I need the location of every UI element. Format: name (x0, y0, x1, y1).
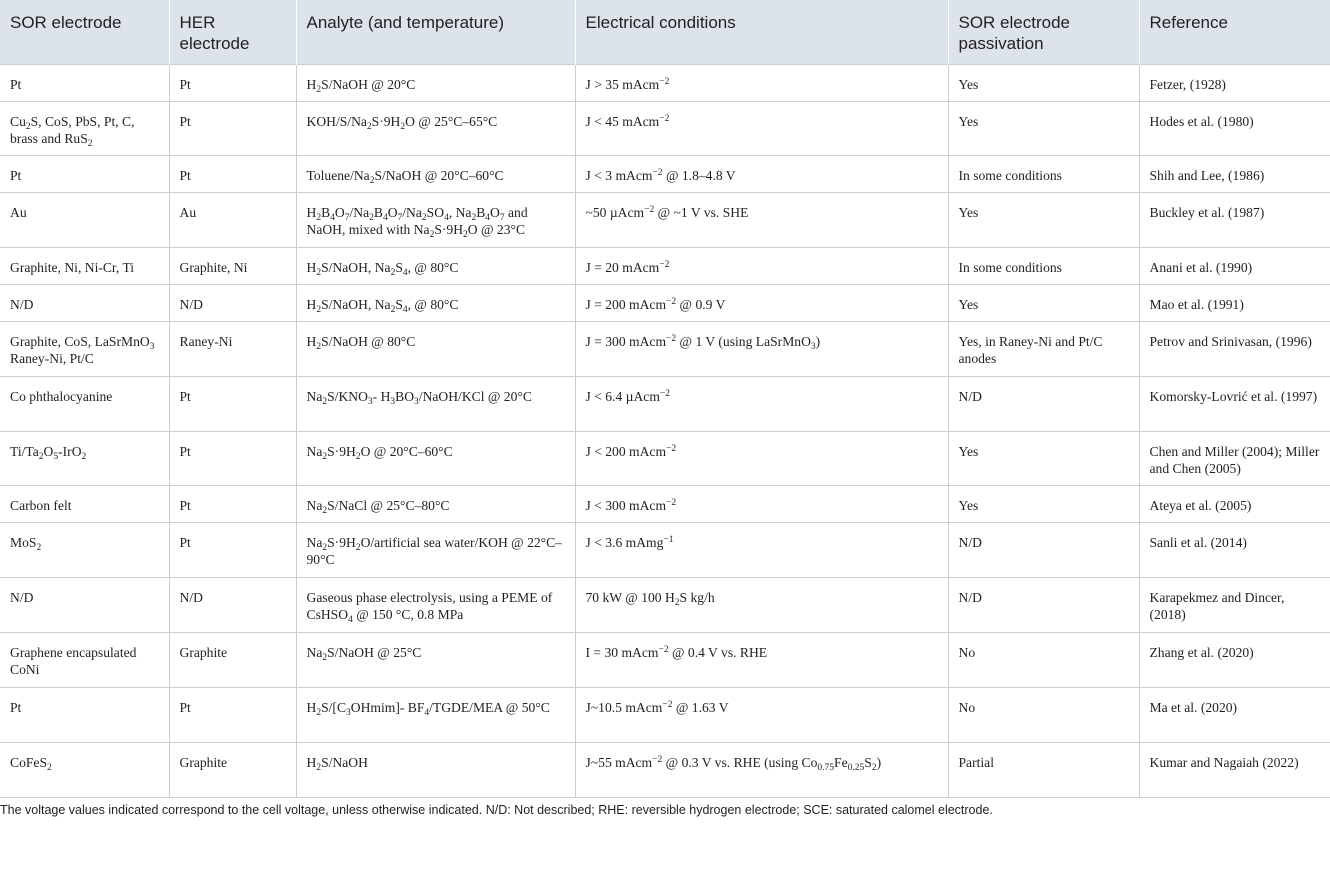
cell-sor-electrode: Pt (0, 156, 169, 193)
table-row (0, 285, 1330, 322)
cell-electrical-conditions: J~10.5 mAcm$^{-2}$ @ 1.63 V (575, 688, 948, 743)
cell-passivation: N/D (948, 523, 1139, 578)
cell-reference: Buckley et al. (1987) (1139, 193, 1330, 248)
cell-sor-electrode: Graphite, CoS, LaSrMnO$_3$ Raney-Ni, Pt/C (0, 322, 169, 377)
header-electrical-conditions: Electrical conditions (575, 0, 948, 65)
cell-passivation: Yes (948, 65, 1139, 102)
cell-passivation: Yes (948, 102, 1139, 156)
cell-her-electrode: Graphite (169, 633, 296, 688)
cell-her-electrode: Raney-Ni (169, 322, 296, 377)
cell-analyte: Gaseous phase electrolysis, using a PEME of CsHSO$_4$ @ 150 °C, 0.8 MPa (296, 578, 575, 633)
cell-her-electrode: N/D (169, 285, 296, 322)
cell-her-electrode: Pt (169, 432, 296, 486)
cell-her-electrode: Pt (169, 102, 296, 156)
cell-her-electrode: Pt (169, 377, 296, 432)
cell-her-electrode: Pt (169, 156, 296, 193)
cell-her-electrode: Pt (169, 688, 296, 743)
cell-electrical-conditions: J < 300 mAcm$^{-2}$ (575, 486, 948, 523)
cell-passivation: In some conditions (948, 248, 1139, 285)
table-row (0, 432, 1330, 486)
cell-analyte: $H_2S$/NaOH @ 20°C (296, 65, 575, 102)
cell-passivation: Partial (948, 743, 1139, 798)
header-sor-electrode: SOR electrode (10, 13, 122, 32)
table-row (0, 322, 1330, 377)
header-sor-passivation: SOR electrode passivation (948, 0, 1139, 65)
cell-analyte: Toluene/$Na_2S$/NaOH @ 20°C–60°C (296, 156, 575, 193)
table-header (0, 0, 1330, 65)
cell-passivation: No (948, 688, 1139, 743)
cell-analyte: $Na_2S$/NaCl @ 25°C–80°C (296, 486, 575, 523)
cell-analyte: $H_2S$/NaOH @ 80°C (296, 322, 575, 377)
cell-electrical-conditions: J = 200 mAcm$^{-2}$ @ 0.9 V (575, 285, 948, 322)
cell-passivation: In some conditions (948, 156, 1139, 193)
cell-analyte: $Na_2S$/NaOH @ 25°C (296, 633, 575, 688)
cell-sor-electrode: Carbon felt (0, 486, 169, 523)
cell-electrical-conditions: I = 30 mAcm$^{-2}$ @ 0.4 V vs. RHE (575, 633, 948, 688)
cell-sor-electrode: Graphite, Ni, Ni-Cr, Ti (0, 248, 169, 285)
table-row (0, 743, 1330, 798)
cell-passivation: Yes (948, 432, 1139, 486)
cell-passivation: Yes, in Raney-Ni and Pt/C anodes (948, 322, 1139, 377)
cell-passivation: N/D (948, 377, 1139, 432)
cell-analyte: $H_2S$/NaOH, $Na_2S_4$, @ 80°C (296, 248, 575, 285)
table-row (0, 156, 1330, 193)
cell-passivation: N/D (948, 578, 1139, 633)
cell-passivation: Yes (948, 486, 1139, 523)
cell-electrical-conditions: J < 45 mAcm$^{-2}$ (575, 102, 948, 156)
table-body (0, 65, 1330, 798)
header-row (0, 0, 1330, 65)
cell-electrical-conditions: J < 3.6 mAmg$^{-1}$ (575, 523, 948, 578)
cell-electrical-conditions: ~50 µAcm$^{-2}$ @ ~1 V vs. SHE (575, 193, 948, 248)
cell-analyte: $Na_2S/KNO_3-$ $H_3BO_3/NaOH$/KCl @ 20°C (296, 377, 575, 432)
table-row (0, 65, 1330, 102)
header-her-electrode: HER electrode (169, 0, 296, 65)
cell-reference: Komorsky-Lovrić et al. (1997) (1139, 377, 1330, 432)
cell-passivation: Yes (948, 285, 1139, 322)
cell-sor-electrode: Graphene encapsulated CoNi (0, 633, 169, 688)
table-row (0, 102, 1330, 156)
cell-reference: Fetzer, (1928) (1139, 65, 1330, 102)
cell-electrical-conditions: J = 300 mAcm$^{-2}$ @ 1 V (using LaSrMnO$_3$) (575, 322, 948, 377)
table-row (0, 486, 1330, 523)
cell-electrical-conditions: J < 3 mAcm$^{-2}$ @ 1.8–4.8 V (575, 156, 948, 193)
cell-passivation: No (948, 633, 1139, 688)
cell-sor-electrode: MoS$_2$ (0, 523, 169, 578)
cell-her-electrode: Pt (169, 65, 296, 102)
cell-reference: Kumar and Nagaiah (2022) (1139, 743, 1330, 798)
cell-her-electrode: N/D (169, 578, 296, 633)
cell-reference: Karapekmez and Dincer, (2018) (1139, 578, 1330, 633)
cell-reference: Chen and Miller (2004); Miller and Chen (2005) (1139, 432, 1330, 486)
cell-electrical-conditions: J~55 mAcm$^{-2}$ @ 0.3 V vs. RHE (using $Co_{0.75}Fe_{0.25}S_2$) (575, 743, 948, 798)
cell-reference: Shih and Lee, (1986) (1139, 156, 1330, 193)
cell-sor-electrode: Co phthalocyanine (0, 377, 169, 432)
cell-sor-electrode: N/D (0, 578, 169, 633)
cell-sor-electrode: Au (0, 193, 169, 248)
cell-reference: Zhang et al. (2020) (1139, 633, 1330, 688)
cell-passivation: Yes (948, 193, 1139, 248)
cell-analyte: $H_2S$/NaOH (296, 743, 575, 798)
cell-her-electrode: Pt (169, 523, 296, 578)
cell-analyte: $H_2S/[C_3OHmim]-$ $BF_4/TGDE$/MEA @ 50°C (296, 688, 575, 743)
cell-reference: Sanli et al. (2014) (1139, 523, 1330, 578)
table-row (0, 523, 1330, 578)
cell-reference: Petrov and Srinivasan, (1996) (1139, 322, 1330, 377)
table-footnote: The voltage values indicated correspond to the cell voltage, unless otherwise indicated. N/D: Not described; RHE: reversible hydrogen electrode; SCE: saturated calomel electrode. (0, 803, 993, 817)
cell-sor-electrode: Pt (0, 688, 169, 743)
cell-sor-electrode: N/D (0, 285, 169, 322)
cell-analyte: $H_2B_4O_7/Na_2B_4O_7/Na_2SO_4$, $Na_2B_4O_7$ and NaOH, mixed with $Na_2S\cdot 9H_2O$ @ 23°C (296, 193, 575, 248)
cell-analyte: $H_2S$/NaOH, $Na_2S_4$, @ 80°C (296, 285, 575, 322)
cell-electrical-conditions: J < 6.4 µAcm$^{-2}$ (575, 377, 948, 432)
cell-her-electrode: Au (169, 193, 296, 248)
cell-analyte: $Na_2S\cdot 9H_2O$ @ 20°C–60°C (296, 432, 575, 486)
table-row (0, 193, 1330, 248)
cell-her-electrode: Graphite (169, 743, 296, 798)
cell-electrical-conditions: J = 20 mAcm$^{-2}$ (575, 248, 948, 285)
table-row (0, 248, 1330, 285)
cell-analyte: KOH/$S/Na_2S\cdot 9H_2O$ @ 25°C–65°C (296, 102, 575, 156)
cell-electrical-conditions: J < 200 mAcm$^{-2}$ (575, 432, 948, 486)
header-reference: Reference (1139, 0, 1330, 65)
table-row (0, 377, 1330, 432)
cell-reference: Anani et al. (1990) (1139, 248, 1330, 285)
table-row (0, 688, 1330, 743)
cell-electrical-conditions: J > 35 mAcm$^{-2}$ (575, 65, 948, 102)
cell-reference: Ateya et al. (2005) (1139, 486, 1330, 523)
header-analyte: Analyte (and temperature) (296, 0, 575, 65)
cell-analyte: $Na_2S\cdot 9H_2O$/artificial sea water/KOH @ 22°C–90°C (296, 523, 575, 578)
table-row (0, 578, 1330, 633)
cell-sor-electrode: $Cu_2S$, CoS, PbS, Pt, C, brass and RuS$_2$ (0, 102, 169, 156)
cell-sor-electrode: Pt (0, 65, 169, 102)
cell-reference: Hodes et al. (1980) (1139, 102, 1330, 156)
cell-reference: Ma et al. (2020) (1139, 688, 1330, 743)
cell-her-electrode: Pt (169, 486, 296, 523)
cell-sor-electrode: $Ti/Ta_2O_5-IrO_2$ (0, 432, 169, 486)
cell-reference: Mao et al. (1991) (1139, 285, 1330, 322)
cell-electrical-conditions: 70 kW @ 100 $H_2S$ kg/h (575, 578, 948, 633)
cell-sor-electrode: CoFeS$_2$ (0, 743, 169, 798)
cell-her-electrode: Graphite, Ni (169, 248, 296, 285)
table-row (0, 633, 1330, 688)
